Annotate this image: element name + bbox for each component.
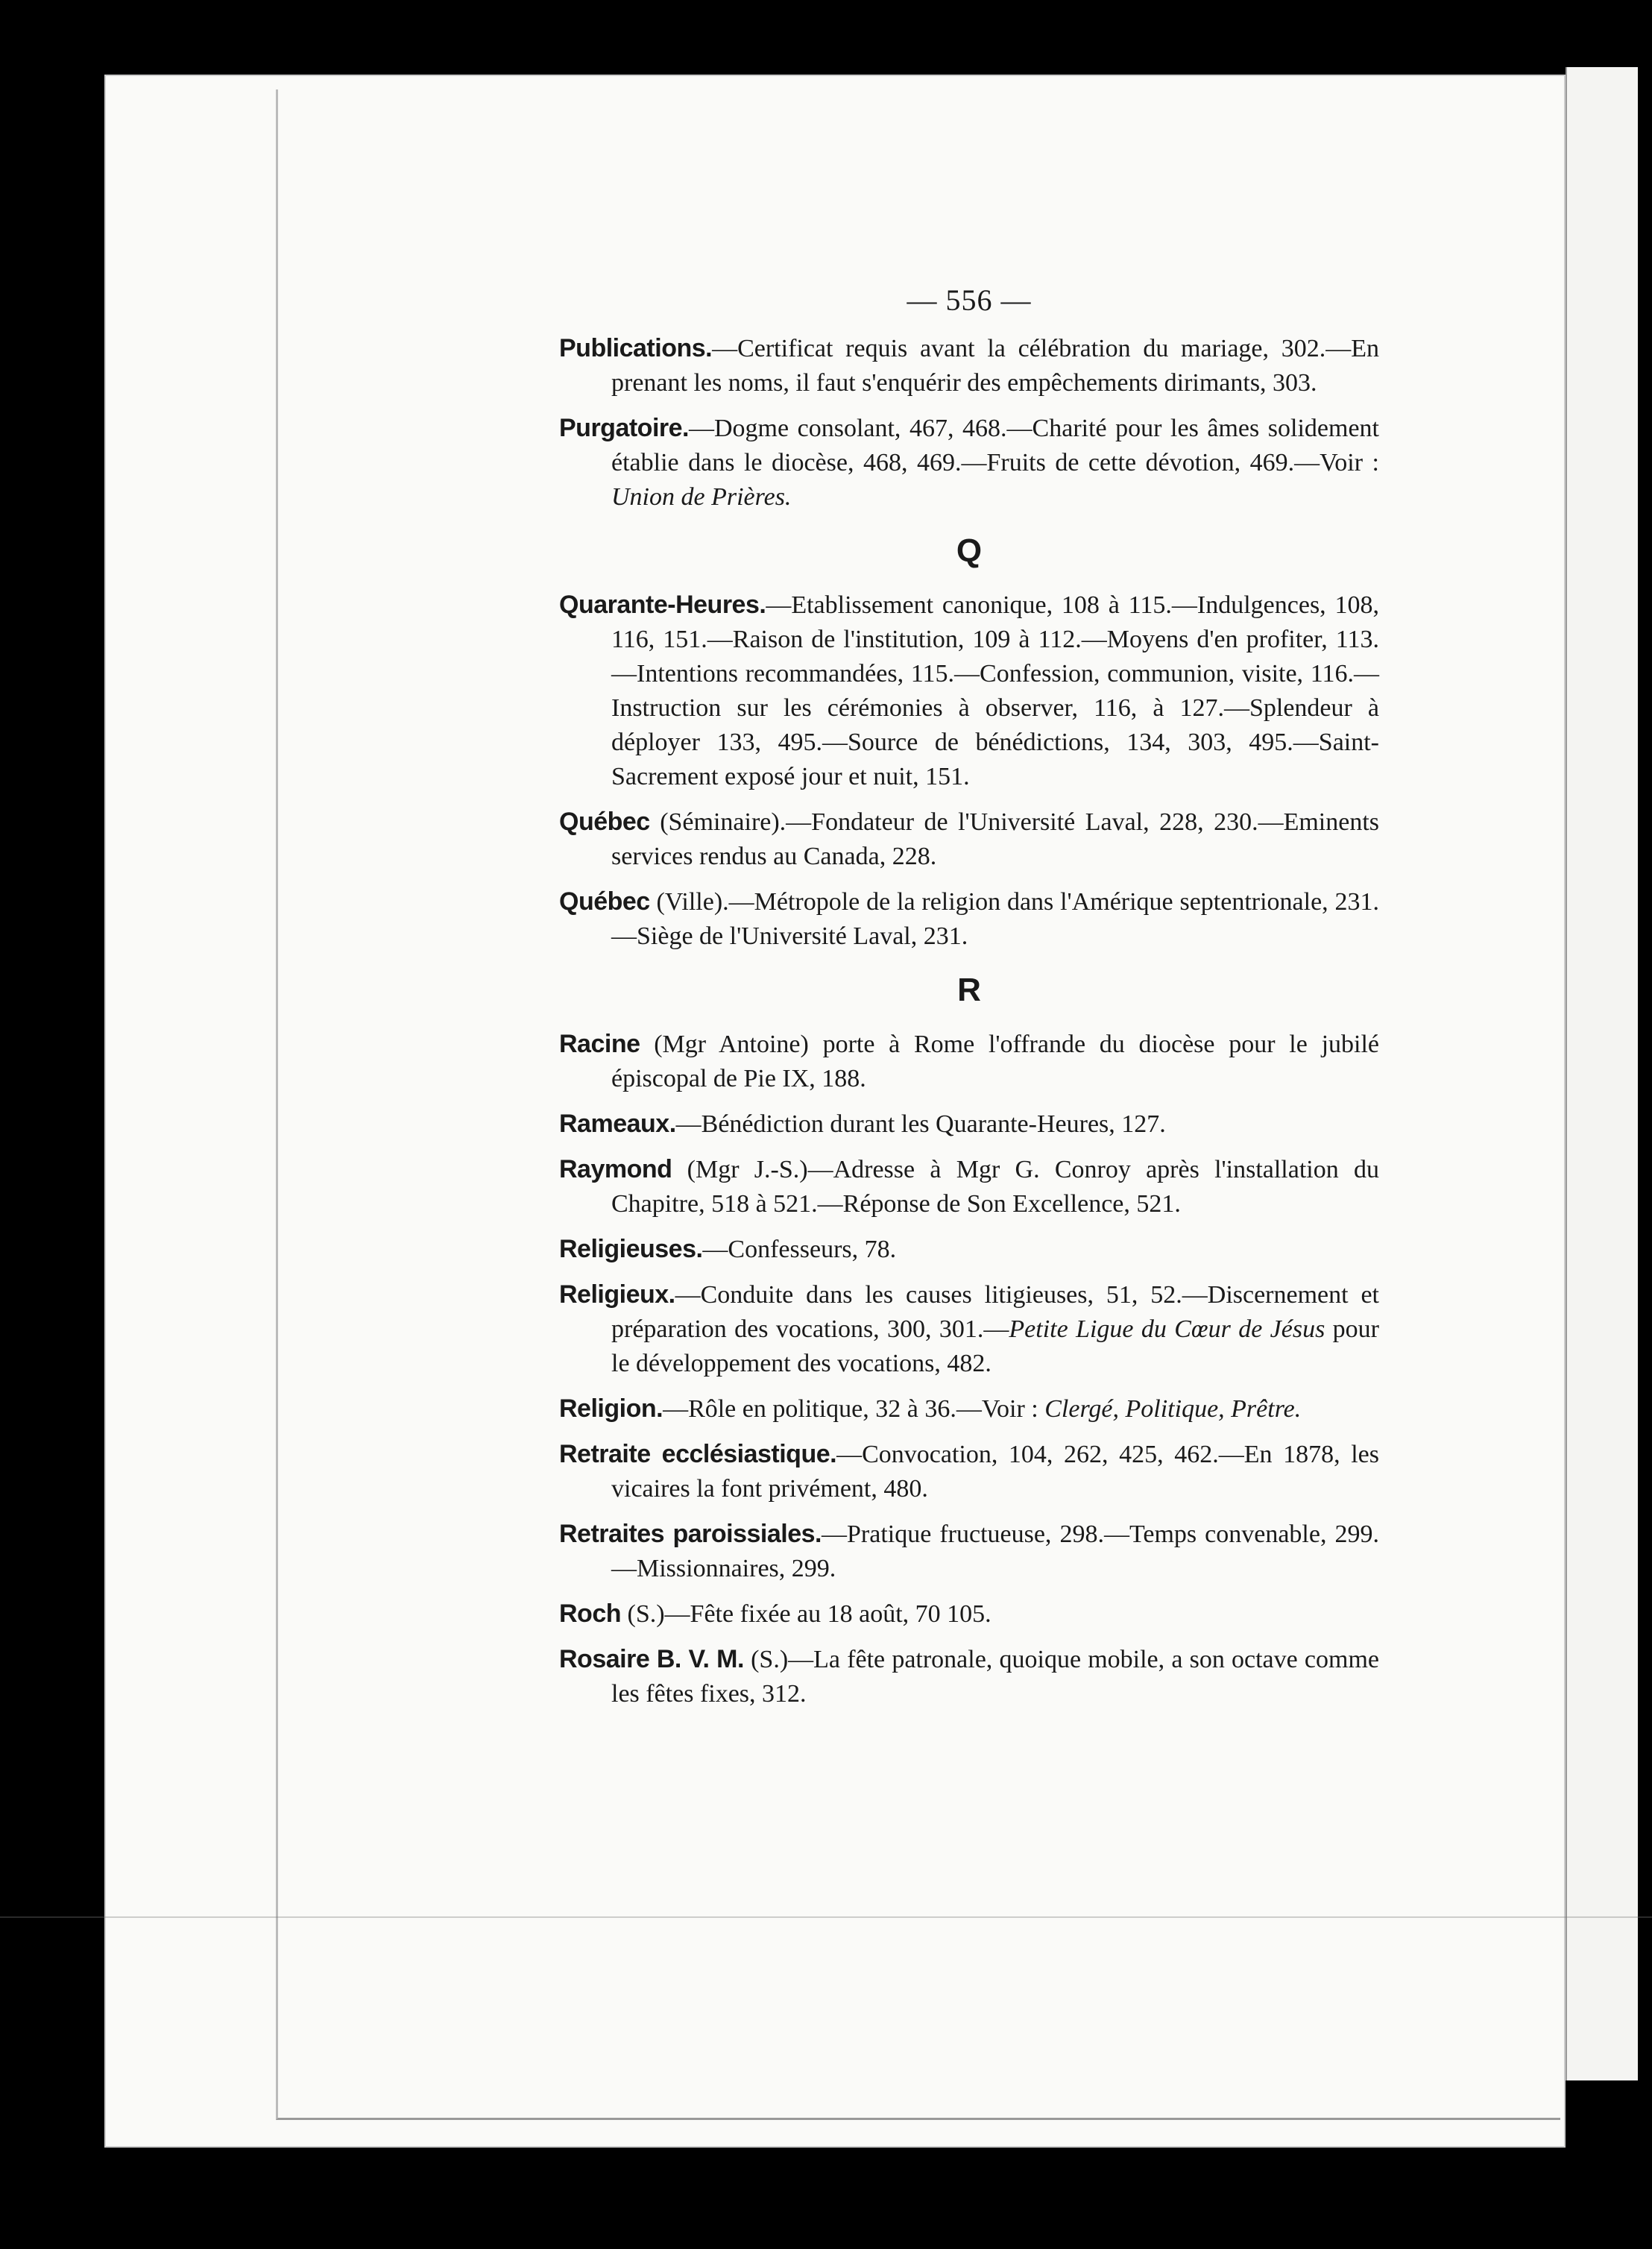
index-entry-roch	[559, 1597, 1379, 1632]
index-entry-publications	[559, 331, 1379, 400]
index-entry-quarante-heures	[559, 588, 1379, 794]
entry-heading: Retraite ecclésiastique.	[559, 1440, 837, 1468]
entry-text: (Mgr Antoine) porte à Rome l'offrande du diocèse pour le jubilé épiscopal de Pie IX, 188.	[611, 1031, 1379, 1092]
entry-text: (S.)—La fête patronale, quoique mobile, a son octave comme les fêtes fixes, 312.	[611, 1646, 1380, 1708]
index-entry-rameaux	[559, 1107, 1379, 1142]
scan-fold-line	[0, 1916, 1652, 1918]
index-entry-retraite-ecclesiastique	[559, 1437, 1379, 1506]
index-entry-quebec-ville	[559, 884, 1379, 954]
entry-text: (Mgr J.-S.)—Adresse à Mgr G. Conroy après l'installation du Chapitre, 518 à 521.—Réponse de Son Excellence, 521.	[611, 1156, 1379, 1218]
index-entry-quebec-seminaire	[559, 805, 1379, 874]
index-entry-rosaire	[559, 1642, 1379, 1711]
entry-heading: Roch	[559, 1600, 621, 1628]
entry-text: (Ville).—Métropole de la religion dans l'Amérique septentrionale, 231.—Siège de l'Université Laval, 231.	[611, 888, 1379, 950]
back-card-edge	[1566, 67, 1638, 2080]
index-entry-purgatoire	[559, 411, 1379, 515]
entry-text: —Convocation, 104, 262, 425, 462.—En 1878, les vicaires la font privément, 480.	[611, 1441, 1379, 1503]
entry-heading: Rameaux.	[559, 1110, 676, 1138]
index-entry-religieux	[559, 1277, 1379, 1381]
entry-heading: Publications.	[559, 334, 713, 362]
entry-text: —Dogme consolant, 467, 468.—Charité pour les âmes solidement établie dans le diocèse, 468, 469.—Fruits de cette dévotion, 469.—Voir :	[611, 415, 1379, 476]
section-letter-r: R	[957, 972, 981, 1008]
index-entry-religion	[559, 1391, 1379, 1427]
entry-heading: Religieux.	[559, 1280, 675, 1309]
entry-heading: Religion.	[559, 1394, 663, 1423]
entry-text: —Bénédiction durant les Quarante-Heures, 127.	[675, 1110, 1166, 1138]
entry-text: —Certificat requis avant la célébration du mariage, 302.—En prenant les noms, il faut s'enquérir des empêchements dirimants, 303.	[611, 335, 1379, 397]
page-number: — 556 —	[907, 283, 1032, 317]
entry-heading: Purgatoire.	[559, 414, 689, 442]
entry-heading: Retraites paroissiales.	[559, 1520, 822, 1548]
index-entry-retraites-paroissiales	[559, 1517, 1379, 1586]
entry-text-continued: pour le développement des vocations, 482.	[611, 1315, 1380, 1377]
entry-heading: Quarante-Heures.	[559, 591, 766, 619]
entry-heading: Rosaire B. V. M.	[559, 1645, 744, 1673]
entry-cross-reference: Union de Prières.	[611, 483, 792, 511]
entry-heading: Québec	[559, 887, 650, 916]
index-entry-raymond	[559, 1152, 1379, 1221]
entry-text: —Conduite dans les causes litigieuses, 51, 52.—Discernement et préparation des vocations, 300, 301.—	[611, 1281, 1379, 1343]
section-letter-q: Q	[956, 532, 983, 569]
entry-heading: Québec	[559, 808, 650, 836]
entry-cross-reference: Clergé, Politique, Prêtre.	[1044, 1395, 1302, 1423]
entry-text: —Rôle en politique, 32 à 36.—Voir :	[663, 1395, 1045, 1423]
index-entry-religieuses	[559, 1232, 1379, 1267]
entry-heading: Raymond	[559, 1155, 672, 1183]
index-content	[559, 283, 1379, 1722]
entry-cross-reference: Petite Ligue du Cœur de Jésus	[1009, 1315, 1325, 1343]
entry-text: —Etablissement canonique, 108 à 115.—Indulgences, 108, 116, 151.—Raison de l'institution, 109 à 112.—Moyens d'en profiter, 113.—Intentions recommandées, 115.—Confession, communion, visite, 116.—Instruction sur les cérémonies à observer, 116, à 127.—Splendeur à déployer 133, 495.—Source de bénédictions, 134, 303, 495.—Saint-Sacrement exposé jour et nuit, 151.	[611, 591, 1379, 790]
entry-heading: Religieuses.	[559, 1235, 703, 1263]
index-entry-racine	[559, 1027, 1379, 1096]
entry-heading: Racine	[559, 1030, 640, 1058]
entry-text: (Séminaire).—Fondateur de l'Université Laval, 228, 230.—Eminents services rendus au Canada, 228.	[611, 808, 1379, 870]
entry-text: —Pratique fructueuse, 298.—Temps convenable, 299.—Missionnaires, 299.	[611, 1520, 1379, 1582]
entry-text: —Confesseurs, 78.	[702, 1236, 897, 1263]
entry-text: (S.)—Fête fixée au 18 août, 70 105.	[621, 1600, 991, 1628]
